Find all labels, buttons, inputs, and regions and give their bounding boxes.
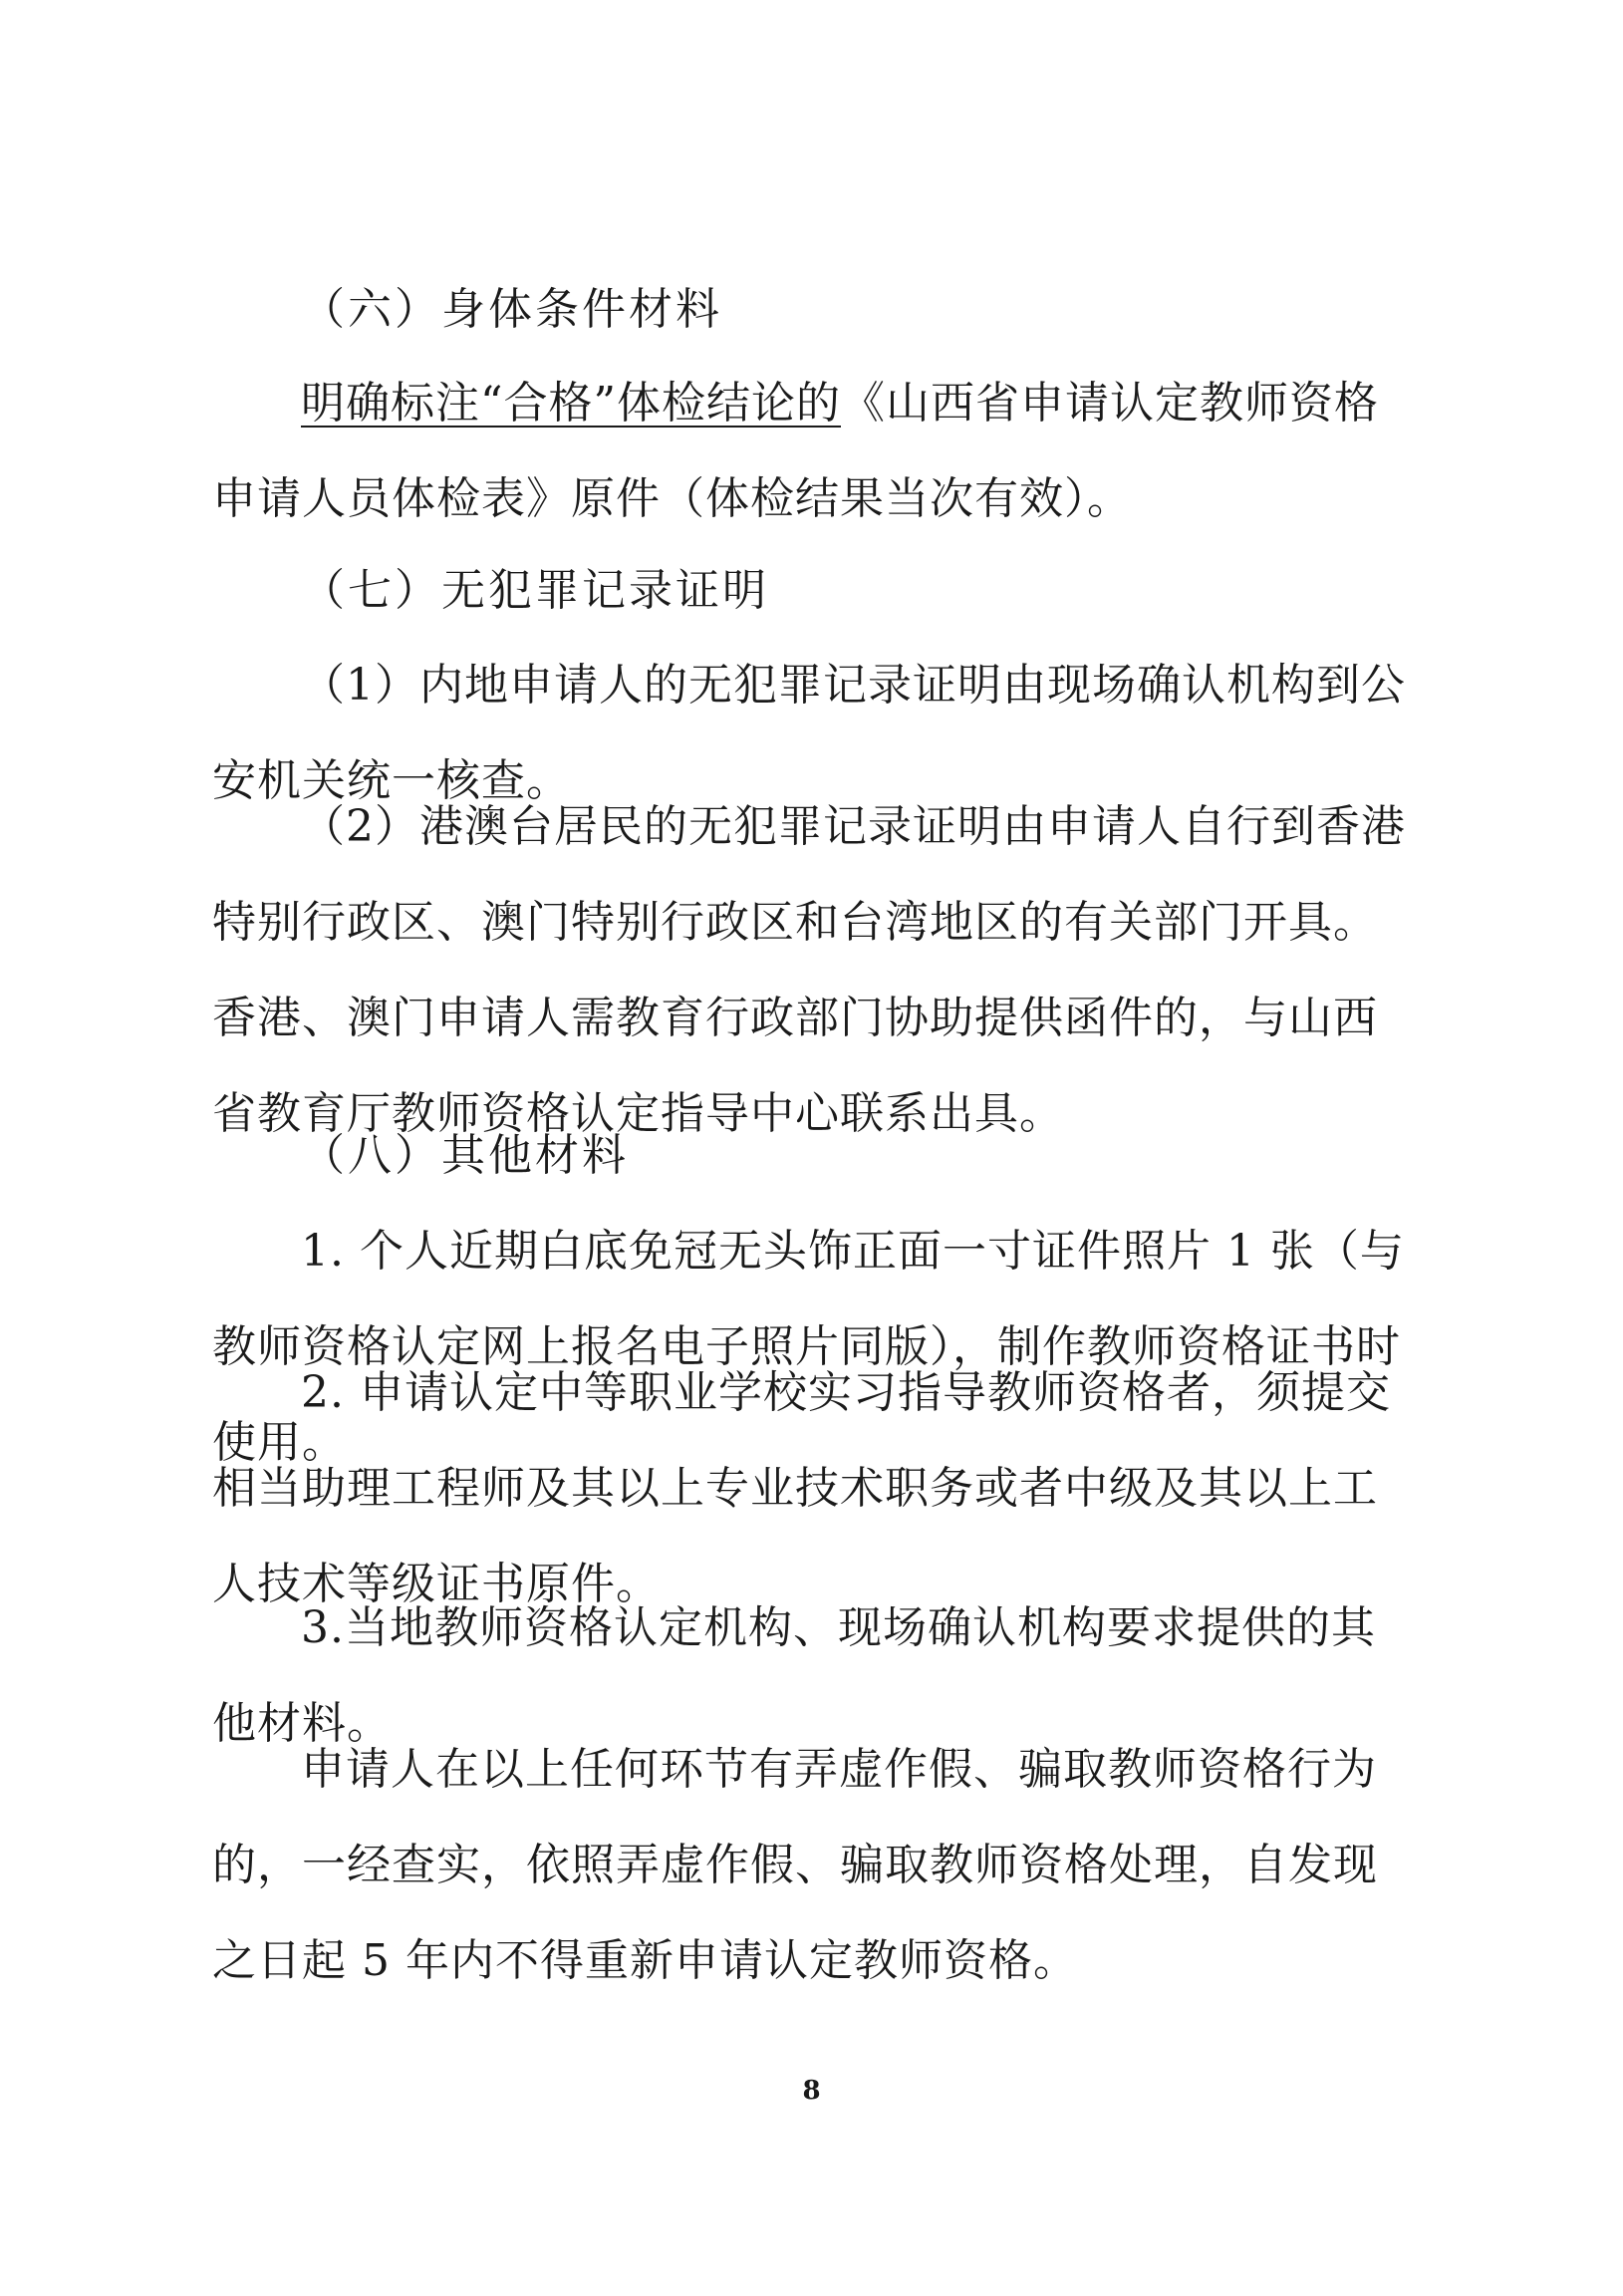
underlined-phrase: 明确标注“合格”体检结论的	[301, 378, 841, 429]
section-eight-item-3: 3.当地教师资格认定机构、现场确认机构要求提供的其他材料。	[212, 1602, 1376, 1749]
section-heading-seven: （七）无犯罪记录证明	[301, 565, 769, 616]
section-six-paragraph-rest: 《山西省申请认定教师资格申请人员体检表》原件（体检结果当次有效）。	[212, 378, 1379, 524]
section-seven-item-1: （1）内地申请人的无犯罪记录证明由现场确认机构到公安机关统一核查。	[212, 660, 1406, 806]
section-heading-eight: （八）其他材料	[301, 1130, 629, 1181]
section-eight-item-1: 1. 个人近期白底免冠无头饰正面一寸证件照片 1 张（与教师资格认定网上报名电子照片同版），制作教师资格证书时使用。	[212, 1226, 1405, 1468]
closing-paragraph: 申请人在以上任何环节有弄虚作假、骗取教师资格行为的，一经查实，依照弄虚作假、骗取教师资格处理，自发现之日起 5 年内不得重新申请认定教师资格。	[212, 1744, 1378, 1986]
section-eight-item-2: 2. 申请认定中等职业学校实习指导教师资格者，须提交相当助理工程师及其以上专业技术职务或者中级及其以上工人技术等级证书原件。	[212, 1367, 1391, 1609]
section-heading-six: （六）身体条件材料	[301, 284, 722, 335]
section-seven-item-2: （2）港澳台居民的无犯罪记录证明由申请人自行到香港特别行政区、澳门特别行政区和台湾地区的有关部门开具。香港、澳门申请人需教育行政部门协助提供函件的，与山西省教育厅教师资格认定指导中心联系出具。	[212, 801, 1406, 1139]
page-number: 8	[802, 2076, 821, 2106]
section-six-paragraph	[212, 356, 1418, 547]
